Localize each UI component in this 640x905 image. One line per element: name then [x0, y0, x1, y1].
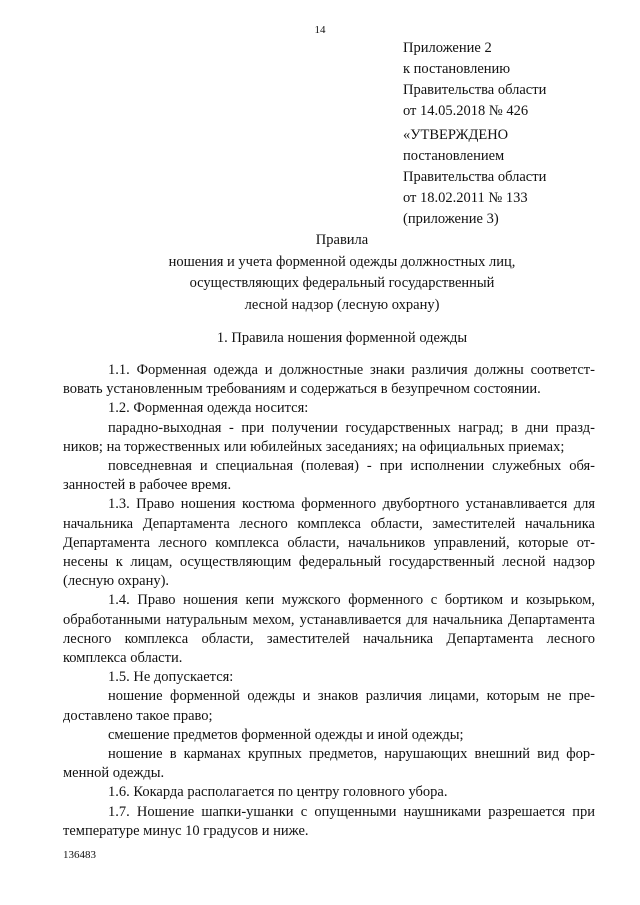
paragraph: ношение в карманах крупных предметов, нарушающих внешний вид форменной одежды. — [63, 746, 595, 782]
document-body — [63, 361, 595, 841]
paragraph: смешение предметов форменной одежды и иной одежды; — [108, 726, 464, 743]
paragraph: 1.2. Форменная одежда носится: — [108, 400, 309, 417]
approved-line: «УТВЕРЖДЕНО — [403, 127, 509, 143]
approved-line: постановлением — [403, 148, 505, 164]
paragraph: парадно-выходная - при получении государственных наград; в дни праздников; на торжественных или юбилейных заседаниях; на официальных приемах; — [63, 419, 595, 455]
paragraph: повседневная и специальная (полевая) - при исполнении служебных обязанностей в рабочее время. — [63, 458, 595, 494]
appendix-line: Приложение 2 — [403, 40, 492, 56]
paragraph: 1.3. Право ношения костюма форменного двубортного устанавливается для начальника Департамента лесного комплекса области, заместителей начальника Департамента лесного комплекса области, начальников управлений, которые отнесены к лицам, осуществляющим федеральный государственный лесной надзор (лесную охрану). — [63, 496, 595, 590]
document-title — [0, 230, 640, 316]
appendix-block — [403, 38, 546, 122]
title-line: осуществляющих федеральный государственный — [189, 275, 495, 291]
paragraph: 1.6. Кокарда располагается по центру головного убора. — [108, 784, 448, 801]
paragraph: 1.5. Не допускается: — [108, 669, 234, 686]
approved-block — [403, 125, 546, 230]
approved-line: Правительства области — [403, 169, 547, 185]
title-line: ношения и учета форменной одежды должностных лиц, — [168, 253, 516, 270]
paragraph: 1.7. Ношение шапки-ушанки с опущенными наушниками разрешается при температуре минус 10 градусов и ниже. — [63, 803, 595, 839]
appendix-line: от 14.05.2018 № 426 — [403, 103, 529, 119]
approved-line: от 18.02.2011 № 133 — [403, 190, 528, 206]
appendix-line: к постановлению — [403, 61, 511, 77]
section-heading: 1. Правила ношения форменной одежды — [216, 330, 468, 346]
appendix-line: Правительства области — [403, 82, 547, 98]
approved-line: (приложение 3) — [403, 211, 499, 227]
page-number: 14 — [314, 24, 326, 36]
paragraph: 1.4. Право ношения кепи мужского форменного с бортиком и козырьком, обработанными натуральным мехом, устанавливается для начальника Департамента лесного комплекса области, заместителей начальника Департамента лесного комплекса области. — [63, 592, 595, 667]
title-line: Правила — [315, 232, 369, 248]
paragraph: 1.1. Форменная одежда и должностные знаки различия должны соответствовать установленным требованиям и содержаться в безупречном состоянии. — [63, 362, 595, 398]
title-line: лесной надзор (лесную охрану) — [244, 296, 440, 313]
footer-code: 136483 — [63, 849, 96, 861]
paragraph: ношение форменной одежды и знаков различия лицами, которым не предоставлено такое право; — [63, 688, 595, 724]
